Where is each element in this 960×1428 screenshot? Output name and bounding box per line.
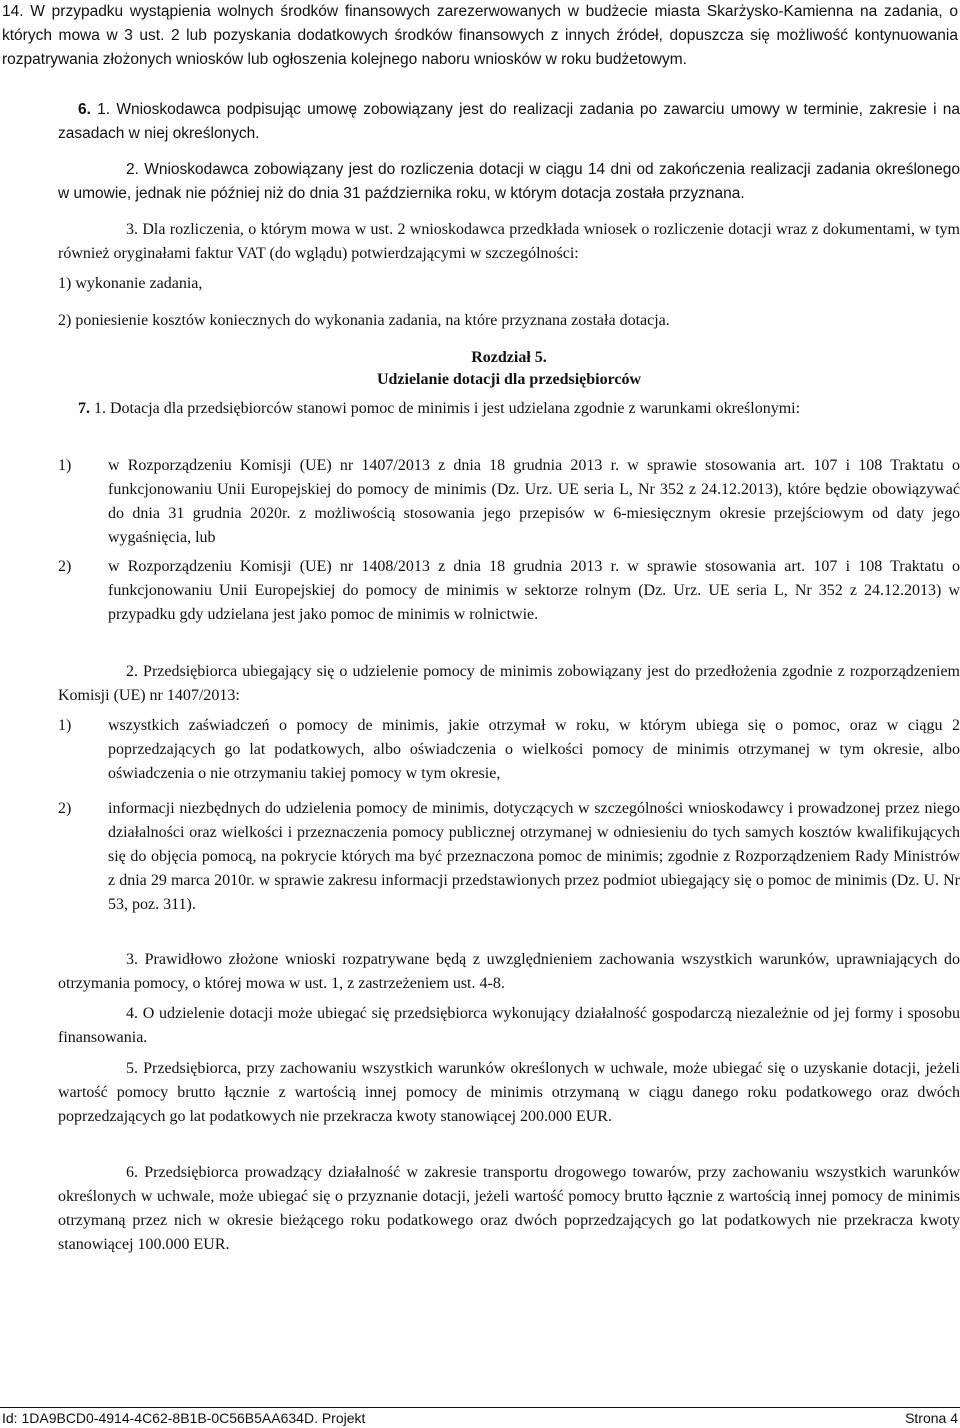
par7-list-2-label: 2): [58, 558, 72, 575]
par7-list-2: [58, 555, 960, 627]
par7-list-2-text: w Rozporządzeniu Komisji (UE) nr 1408/2013 z dnia 18 grudnia 2013 r. w sprawie stosowania art. 107 i 108 Traktatu o funkcjonowaniu Unii Europejskiej do pomocy de minimis w sektorze rolnym (Dz. Urz. UE seria L, Nr 352 z 24.12.2013) w przypadku gdy udzielana jest jako pomoc de minimis w rolnictwie.: [108, 558, 960, 623]
par6-list-2: 2) poniesienie kosztów koniecznych do wykonania zadania, na które przyznana została dotacja.: [58, 312, 670, 329]
par7-p2-text: 2. Przedsiębiorca ubiegający się o udzielenie pomocy de minimis zobowiązany jest do przedłożenia zgodnie z rozporządzeniem Komisji (UE) nr 1407/2013:: [58, 663, 960, 704]
par7-list-1-text: w Rozporządzeniu Komisji (UE) nr 1407/2013 z dnia 18 grudnia 2013 r. w sprawie stosowania art. 107 i 108 Traktatu o funkcjonowaniu Unii Europejskiej do pomocy de minimis (Dz. Urz. UE seria L, Nr 352 z 24.12.2013), które będzie obowiązywać do dnia 31 grudnia 2020r. z możliwością stosowania jego przepisów w 6-miesięcznym okresie przejściowym od daty jego wygaśnięcia, lub: [108, 457, 960, 546]
par7-p5-block: [58, 1057, 960, 1129]
par7-m-list-2-text: informacji niezbędnych do udzielenia pomocy de minimis, dotyczących w szczególności wnioskodawcy i prowadzonej przez niego działalności oraz wielkości i przeznaczenia pomocy publicznej otrzymanej w odniesieniu do tych samych kosztów kwalifikujących się do objęcia pomocą, na pokrycie których ma być przeznaczona pomoc de minimis; zgodnie z Rozporządzeniem Rady Ministrów z dnia 29 marca 2010r. w sprawie zakresu informacji przedstawionych przez podmiot ubiegający się o pomoc de minimis (Dz. U. Nr 53, poz. 311).: [108, 800, 960, 913]
par7-m-list-2: [58, 797, 960, 917]
par6-p3: [58, 218, 960, 266]
par6-list-1: 1) wykonanie zadania,: [58, 275, 203, 292]
par7-m-list-1: [58, 714, 960, 786]
par7-p1-text: 1. Dotacja dla przedsiębiorców stanowi pomoc de minimis i jest udzielana zgodnie z warunkami określonymi:: [94, 400, 801, 417]
par7-p5: [58, 1057, 960, 1129]
par7-p4-block: [58, 1002, 960, 1050]
paragraph-6: [58, 98, 960, 146]
par6-p1-num: 1.: [97, 101, 111, 118]
par7-p3: [58, 948, 960, 996]
par7-p3-block: [58, 948, 960, 996]
par6-p1-text: Wnioskodawca podpisując umowę zobowiązany jest do realizacji zadania po zawarciu umowy w terminie, zakresie i na zasadach w niej określonych.: [58, 101, 960, 142]
par6-p2-block: [58, 158, 960, 206]
par7-p1: [58, 397, 960, 421]
chapter-number: Rozdział 5.: [471, 349, 547, 366]
par7-p1-block: [58, 397, 960, 421]
par7-p5-text: 5. Przedsiębiorca, przy zachowaniu wszystkich warunków określonych w uchwale, może ubiegać się o uzyskanie dotacji, jeżeli wartość pomocy brutto łącznie z wartością innej pomocy de minimis otrzymaną w ciągu danego roku podatkowego oraz dwóch poprzedzających go lat podatkowych nie przekracza kwoty stanowiącej 200.000 EUR.: [58, 1060, 960, 1125]
par6-p2: [58, 158, 960, 206]
footer-document-id: Id: 1DA9BCD0-4914-4C62-8B1B-0C56B5AA634D. Projekt: [2, 1410, 366, 1426]
par7-p2: [58, 660, 960, 708]
par6-p2-num: 2.: [126, 161, 139, 178]
par6-p1: [58, 98, 960, 146]
footer-divider: [0, 1407, 960, 1408]
chapter-title: Udzielanie dotacji dla przedsiębiorców: [376, 371, 642, 388]
par7-label: 7.: [78, 400, 90, 417]
par7-p3-text: 3. Prawidłowo złożone wnioski rozpatrywane będą z uwzględnieniem zachowania wszystkich warunków, uprawniających do otrzymania pomocy, o której mowa w ust. 1, z zastrzeżeniem ust. 4-8.: [58, 951, 960, 992]
par7-list-1-label: 1): [58, 457, 72, 474]
par7-p4: [58, 1002, 960, 1050]
par7-m-list-1-text: wszystkich zaświadczeń o pomocy de minimis, jakie otrzymał w roku, w którym ubiega się o pomoc, oraz w ciągu 2 poprzedzających go lat podatkowych, albo oświadczenia o wielkości pomocy de minimis otrzymanej w tym okresie, albo oświadczenia o nie otrzymaniu takiej pomocy w tym okresie,: [108, 717, 960, 782]
item-14: [2, 0, 958, 72]
item-14-text: 14. W przypadku wystąpienia wolnych środków finansowych zarezerwowanych w budżecie miasta Skarżysko-Kamienna na zadania, o których mowa w 3 ust. 2 lub pozyskania dodatkowych środków finansowych z innych źródeł, dopuszcza się możliwość kontynuowania rozpatrywania złożonych wniosków lub ogłoszenia kolejnego naboru wniosków w roku budżetowym.: [2, 3, 958, 68]
par6-p3-block: [58, 218, 960, 266]
par7-list-1: [58, 454, 960, 550]
par7-p6: [58, 1161, 960, 1257]
par6-p2-text: Wnioskodawca zobowiązany jest do rozliczenia dotacji w ciągu 14 dni od zakończenia realizacji zadania określonego w umowie, jednak nie później niż do dnia 31 października roku, w którym dotacja została przyznana.: [58, 161, 960, 202]
par7-p6-block: [58, 1161, 960, 1257]
par7-p2-block: [58, 660, 960, 708]
par7-p6-text: 6. Przedsiębiorca prowadzący działalność w zakresie transportu drogowego towarów, przy zachowaniu wszystkich warunków określonych w uchwale, może ubiegać się o przyznanie dotacji, jeżeli wartość pomocy brutto łącznie z wartością innej pomocy de minimis otrzymaną przez nich w okresie bieżącego roku podatkowego oraz dwóch poprzedzających go lat podatkowych nie przekracza kwoty stanowiącej 100.000 EUR.: [58, 1164, 960, 1253]
par7-m-list-2-label: 2): [58, 800, 72, 817]
footer-page-number: Strona 4: [905, 1410, 958, 1426]
par6-label: 6.: [78, 101, 91, 118]
par7-p4-text: 4. O udzielenie dotacji może ubiegać się przedsiębiorca wykonujący działalność gospodarczą niezależnie od jej formy i sposobu finansowania.: [58, 1005, 960, 1046]
par6-p3-text: 3. Dla rozliczenia, o którym mowa w ust. 2 wnioskodawca przedkłada wniosek o rozliczenie dotacji wraz z dokumentami, w tym również oryginałami faktur VAT (do wglądu) potwierdzającymi w szczególności:: [58, 221, 960, 262]
par7-m-list-1-label: 1): [58, 717, 72, 734]
